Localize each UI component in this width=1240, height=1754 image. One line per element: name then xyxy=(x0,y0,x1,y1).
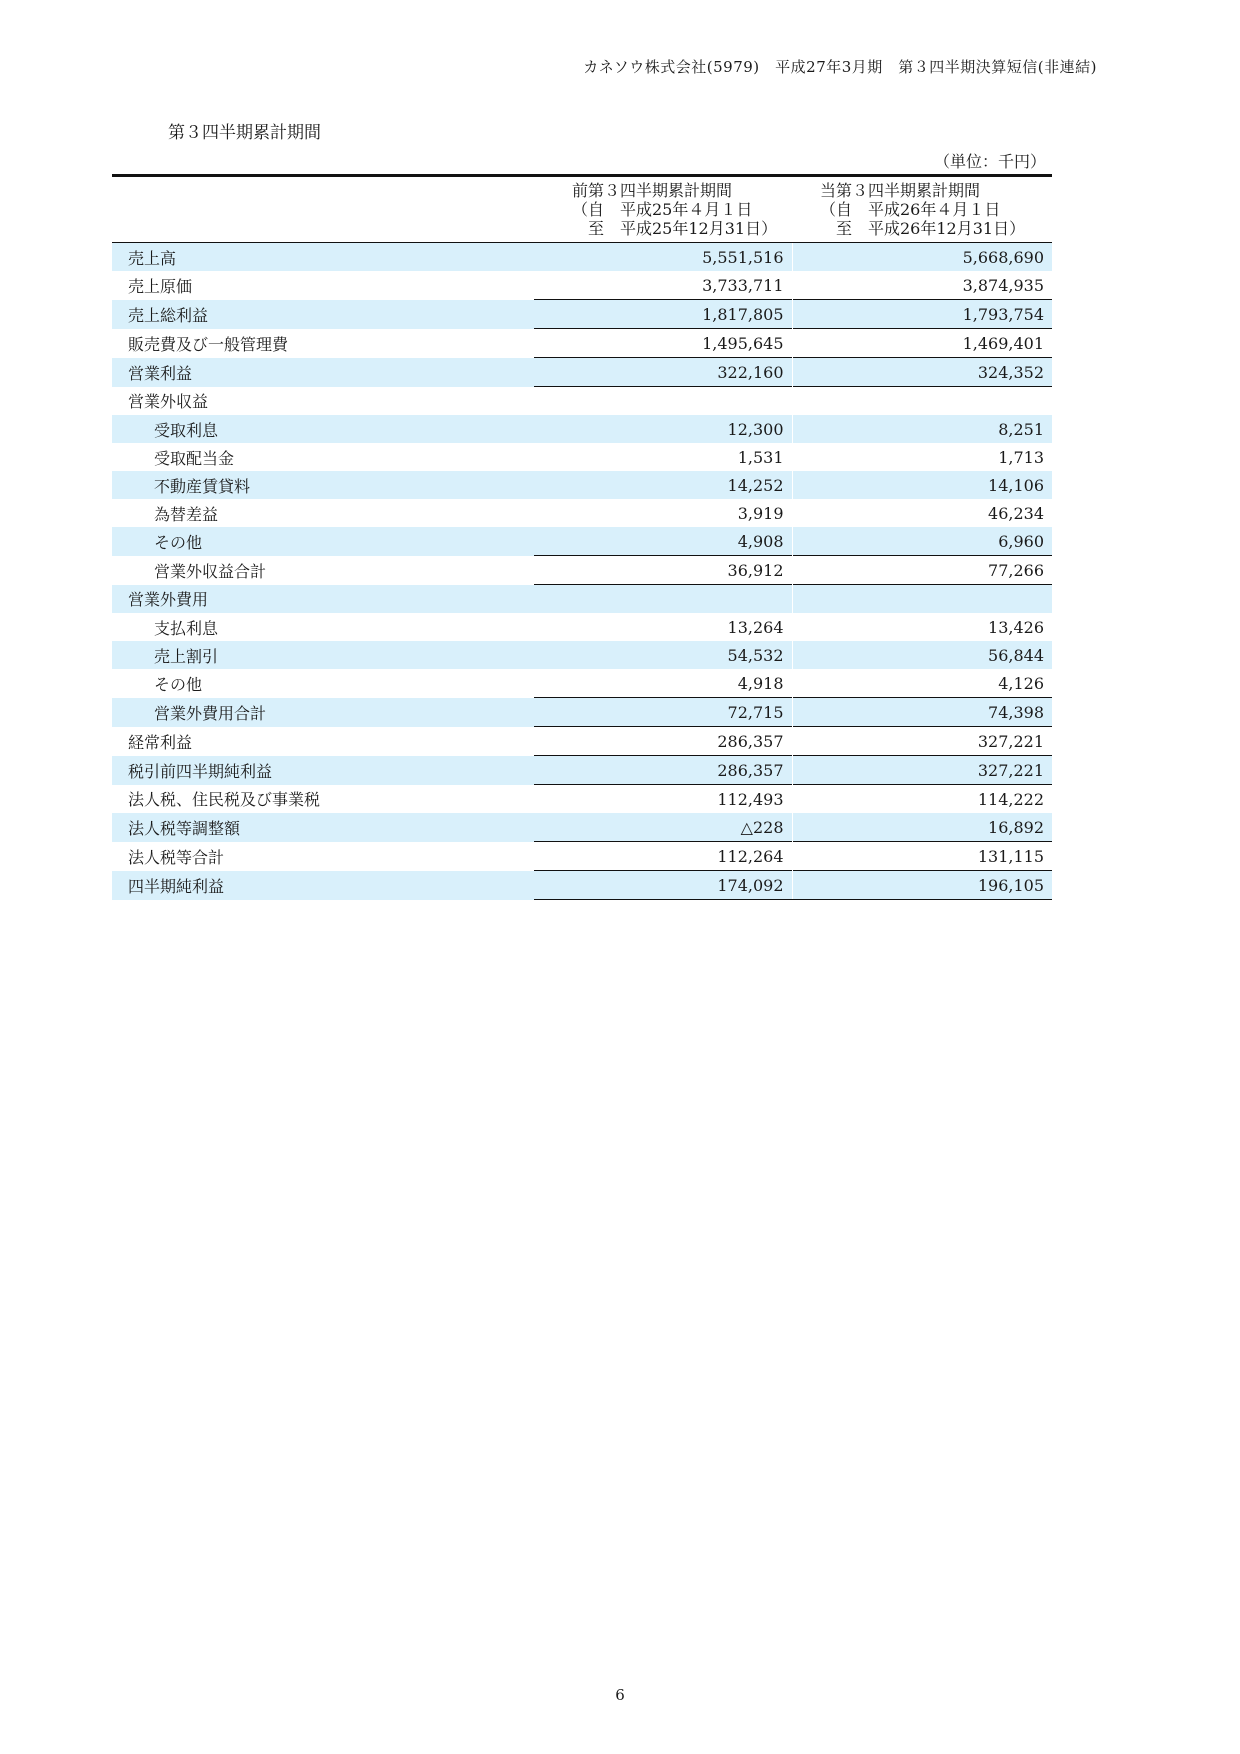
column-header-prev-line: （自 平成25年４月１日 xyxy=(572,200,753,219)
row-label: 販売費及び一般管理費 xyxy=(128,334,289,354)
table-row xyxy=(112,871,1052,900)
row-label: 売上原価 xyxy=(128,276,193,296)
row-value-prev: 54,532 xyxy=(534,641,792,669)
row-value-prev: 13,264 xyxy=(534,613,792,641)
row-value-prev: 4,918 xyxy=(534,669,792,698)
table-row xyxy=(112,243,1052,272)
row-value-prev: 286,357 xyxy=(534,756,792,785)
row-label: 為替差益 xyxy=(154,504,219,524)
row-value-prev: 3,733,711 xyxy=(534,271,792,300)
row-value-cur: 5,668,690 xyxy=(792,243,1052,272)
row-value-cur: 131,115 xyxy=(792,842,1052,871)
row-value-cur: 8,251 xyxy=(792,415,1052,443)
column-header-cur xyxy=(792,177,1052,243)
column-header-cur-line: （自 平成26年４月１日 xyxy=(820,200,1001,219)
document-header: カネソウ株式会社(5979) 平成27年3月期 第３四半期決算短信(非連結) xyxy=(583,58,1097,76)
row-label: 受取利息 xyxy=(112,415,534,443)
row-label: その他 xyxy=(112,527,534,556)
row-value-cur: 327,221 xyxy=(792,727,1052,756)
table-row xyxy=(112,329,1052,358)
row-label: 営業外費用 xyxy=(112,585,534,614)
row-value-prev xyxy=(534,585,792,614)
column-header-prev-line: 前第３四半期累計期間 xyxy=(572,181,733,200)
table-row xyxy=(112,387,1052,416)
row-label: 税引前四半期純利益 xyxy=(112,756,534,785)
row-value-cur xyxy=(792,387,1052,416)
row-value-cur: 1,713 xyxy=(998,447,1044,467)
row-value-prev: 322,160 xyxy=(534,358,792,387)
row-label: 営業外収益合計 xyxy=(154,561,267,581)
header-label-cell xyxy=(112,177,534,243)
row-value-cur: 46,234 xyxy=(988,503,1044,523)
table-row xyxy=(112,613,1052,641)
row-label: 不動産賃貸料 xyxy=(112,471,534,499)
table-row xyxy=(112,471,1052,499)
row-value-prev: 36,912 xyxy=(534,556,792,585)
row-value-cur: 324,352 xyxy=(792,358,1052,387)
row-label: 売上割引 xyxy=(112,641,534,669)
row-value-cur: 14,106 xyxy=(792,471,1052,499)
row-label: 営業利益 xyxy=(112,358,534,387)
table-row xyxy=(112,271,1052,300)
table-row xyxy=(112,785,1052,814)
income-statement xyxy=(112,150,1052,900)
column-header-cur-line: 至 平成26年12月31日） xyxy=(820,219,1026,238)
row-value-prev xyxy=(534,387,792,416)
table-row xyxy=(112,813,1052,842)
row-label: 営業外費用合計 xyxy=(112,698,534,727)
row-value-prev: 112,493 xyxy=(534,785,792,814)
row-value-cur: 3,874,935 xyxy=(962,275,1044,295)
row-label: 売上総利益 xyxy=(112,300,534,329)
row-value-prev: 14,252 xyxy=(534,471,792,499)
column-header-cur-line: 当第３四半期累計期間 xyxy=(820,181,981,200)
page-number: 6 xyxy=(615,1686,625,1704)
table-row xyxy=(112,669,1052,698)
table-row xyxy=(112,300,1052,329)
row-label: 売上高 xyxy=(112,243,534,272)
row-label: 経常利益 xyxy=(128,732,193,752)
row-value-cur: 114,222 xyxy=(792,785,1052,814)
row-value-prev: 3,919 xyxy=(534,499,792,527)
row-value-prev: △228 xyxy=(534,813,792,842)
row-label: 法人税等合計 xyxy=(128,847,225,867)
column-header-prev xyxy=(534,177,792,243)
table-row xyxy=(112,358,1052,387)
row-value-prev: 174,092 xyxy=(534,871,792,900)
row-value-cur xyxy=(792,585,1052,614)
row-value-prev: 1,495,645 xyxy=(534,329,792,358)
row-value-cur: 56,844 xyxy=(792,641,1052,669)
row-value-cur: 327,221 xyxy=(792,756,1052,785)
row-value-cur: 196,105 xyxy=(792,871,1052,900)
table-row xyxy=(112,641,1052,669)
row-value-cur: 74,398 xyxy=(792,698,1052,727)
row-value-prev: 4,908 xyxy=(534,527,792,556)
table-row xyxy=(112,756,1052,785)
table-row xyxy=(112,443,1052,471)
row-label: 営業外収益 xyxy=(128,392,209,412)
table-row xyxy=(112,556,1052,585)
row-value-prev: 72,715 xyxy=(534,698,792,727)
table-row xyxy=(112,499,1052,527)
row-value-cur: 6,960 xyxy=(792,527,1052,556)
row-value-prev: 5,551,516 xyxy=(534,243,792,272)
row-value-prev: 112,264 xyxy=(534,842,792,871)
row-label: 法人税、住民税及び事業税 xyxy=(128,790,321,810)
row-value-prev: 286,357 xyxy=(534,727,792,756)
row-value-cur: 4,126 xyxy=(998,673,1044,693)
row-label: 法人税等調整額 xyxy=(112,813,534,842)
table-row xyxy=(112,585,1052,614)
row-value-prev: 12,300 xyxy=(534,415,792,443)
table-row xyxy=(112,527,1052,556)
row-value-cur: 1,793,754 xyxy=(792,300,1052,329)
row-value-cur: 1,469,401 xyxy=(792,329,1052,358)
row-label: その他 xyxy=(154,674,203,694)
row-value-prev: 1,531 xyxy=(534,443,792,471)
table-row xyxy=(112,415,1052,443)
row-value-cur: 13,426 xyxy=(988,617,1044,637)
table-row xyxy=(112,842,1052,871)
row-label: 受取配当金 xyxy=(154,448,235,468)
section-title: 第３四半期累計期間 xyxy=(168,123,321,143)
table-row xyxy=(112,727,1052,756)
column-header-prev-line: 至 平成25年12月31日） xyxy=(572,219,778,238)
row-value-prev: 1,817,805 xyxy=(534,300,792,329)
table-row xyxy=(112,698,1052,727)
row-value-cur: 77,266 xyxy=(792,556,1052,585)
unit-label: （単位：千円） xyxy=(933,152,1046,171)
row-label: 四半期純利益 xyxy=(112,871,534,900)
row-value-cur: 16,892 xyxy=(792,813,1052,842)
income-statement-table xyxy=(112,174,1052,900)
row-label: 支払利息 xyxy=(154,618,219,638)
